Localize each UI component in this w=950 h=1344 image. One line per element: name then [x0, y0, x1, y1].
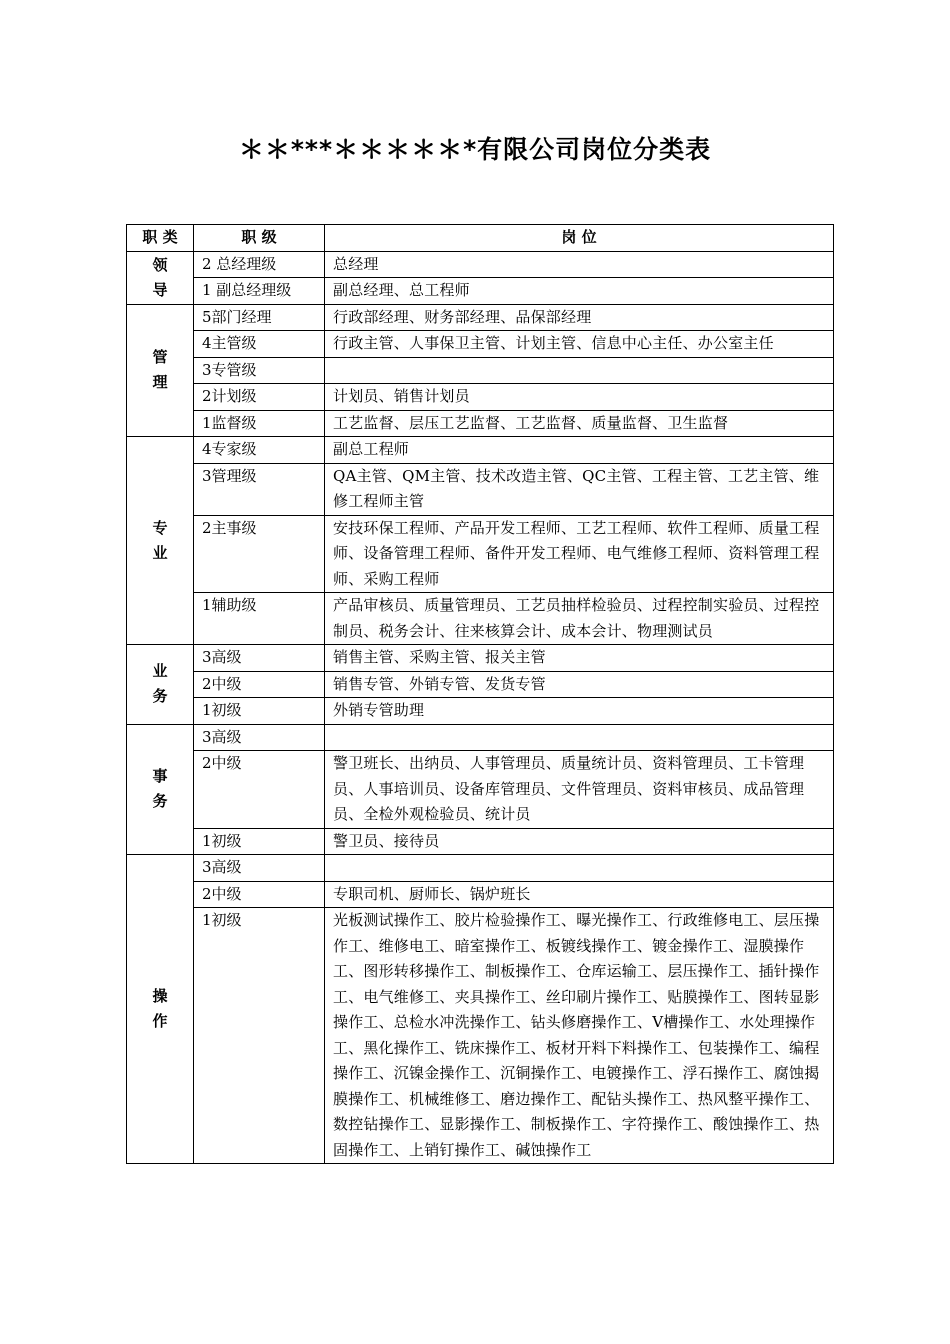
level-cell: 1初级: [194, 698, 325, 725]
level-cell: 3高级: [194, 645, 325, 672]
position-cell: 计划员、销售计划员: [325, 384, 834, 411]
level-cell: 2主事级: [194, 515, 325, 593]
header-level: 职 级: [194, 225, 325, 252]
level-cell: 2计划级: [194, 384, 325, 411]
position-cell: 副总经理、总工程师: [325, 278, 834, 305]
level-cell: 1辅助级: [194, 593, 325, 645]
position-cell: 外销专管助理: [325, 698, 834, 725]
category-label: 事务: [152, 767, 168, 811]
level-cell: 5部门经理: [194, 304, 325, 331]
table-row: [127, 278, 834, 305]
table-row: [127, 645, 834, 672]
table-row: [127, 304, 834, 331]
page-title: ＊＊***＊＊＊＊＊*有限公司岗位分类表: [238, 135, 712, 164]
level-cell: 4主管级: [194, 331, 325, 358]
level-cell: 2中级: [194, 881, 325, 908]
table-row: [127, 698, 834, 725]
table-row: [127, 515, 834, 593]
table-row: [127, 751, 834, 829]
category-cell: [127, 855, 194, 1164]
position-cell: 销售专管、外销专管、发货专管: [325, 671, 834, 698]
category-cell: [127, 251, 194, 304]
level-cell: 1 副总经理级: [194, 278, 325, 305]
level-cell: 1初级: [194, 908, 325, 1164]
position-cell: 安技环保工程师、产品开发工程师、工艺工程师、软件工程师、质量工程师、设备管理工程师、备件开发工程师、电气维修工程师、资料管理工程师、采购工程师: [325, 515, 834, 593]
level-cell: 4专家级: [194, 437, 325, 464]
level-cell: 1初级: [194, 828, 325, 855]
level-cell: 3专管级: [194, 357, 325, 384]
category-label: 操作: [152, 987, 168, 1030]
position-cell: 销售主管、采购主管、报关主管: [325, 645, 834, 672]
position-cell: 专职司机、厨师长、锅炉班长: [325, 881, 834, 908]
level-cell: 2中级: [194, 751, 325, 829]
table-row: [127, 331, 834, 358]
table-row: [127, 724, 834, 751]
table-row: [127, 357, 834, 384]
table-row: [127, 828, 834, 855]
position-cell: 总经理: [325, 251, 834, 278]
category-label: 业务: [152, 662, 168, 706]
table-row: [127, 908, 834, 1164]
level-cell: 2 总经理级: [194, 251, 325, 278]
position-cell: 工艺监督、层压工艺监督、工艺监督、质量监督、卫生监督: [325, 410, 834, 437]
position-cell: QA主管、QM主管、技术改造主管、QC主管、工程主管、工艺主管、维修工程师主管: [325, 463, 834, 515]
position-cell: 行政部经理、财务部经理、品保部经理: [325, 304, 834, 331]
position-cell: 行政主管、人事保卫主管、计划主管、信息中心主任、办公室主任: [325, 331, 834, 358]
level-cell: 3管理级: [194, 463, 325, 515]
level-cell: 2中级: [194, 671, 325, 698]
table-row: [127, 855, 834, 882]
position-cell: [325, 855, 834, 882]
table-row: [127, 671, 834, 698]
position-cell: [325, 357, 834, 384]
position-cell: 警卫员、接待员: [325, 828, 834, 855]
header-position: 岗 位: [325, 225, 834, 252]
level-cell: 3高级: [194, 855, 325, 882]
position-classification-table: [126, 224, 834, 1164]
table-row: [127, 881, 834, 908]
table-row: [127, 593, 834, 645]
table-row: [127, 251, 834, 278]
category-cell: [127, 304, 194, 437]
position-cell: [325, 724, 834, 751]
category-label: 专业: [152, 518, 168, 562]
position-cell: 副总工程师: [325, 437, 834, 464]
table-header-row: [127, 225, 834, 252]
category-label: 领导: [152, 255, 168, 299]
table-row: [127, 463, 834, 515]
category-cell: [127, 724, 194, 855]
level-cell: 1监督级: [194, 410, 325, 437]
position-cell: 光板测试操作工、胶片检验操作工、曝光操作工、行政维修电工、层压操作工、维修电工、暗室操作工、板镀线操作工、镀金操作工、湿膜操作工、图形转移操作工、制板操作工、仓库运输工、层压操作工、插针操作工、电气维修工、夹具操作工、丝印刷片操作工、贴膜操作工、图转显影操作工、总检水冲洗操作工、钻头修磨操作工、V槽操作工、水处理操作工、黑化操作工、铣床操作工、板材开料下料操作工、包装操作工、编程操作工、沉镍金操作工、沉铜操作工、电镀操作工、浮石操作工、腐蚀揭膜操作工、机械维修工、磨边操作工、配钻头操作工、热风整平操作工、数控钻操作工、显影操作工、制板操作工、字符操作工、酸蚀操作工、热固操作工、上销钉操作工、碱蚀操作工: [325, 908, 834, 1164]
table-row: [127, 410, 834, 437]
category-label: 管理: [152, 348, 168, 392]
table-row: [127, 384, 834, 411]
category-cell: [127, 645, 194, 725]
position-cell: 警卫班长、出纳员、人事管理员、质量统计员、资料管理员、工卡管理员、人事培训员、设备库管理员、文件管理员、资料审核员、成品管理员、全检外观检验员、统计员: [325, 751, 834, 829]
position-cell: 产品审核员、质量管理员、工艺员抽样检验员、过程控制实验员、过程控制员、税务会计、往来核算会计、成本会计、物理测试员: [325, 593, 834, 645]
header-category: 职 类: [127, 225, 194, 252]
level-cell: 3高级: [194, 724, 325, 751]
category-cell: [127, 437, 194, 645]
table-row: [127, 437, 834, 464]
table-body: [127, 251, 834, 1164]
